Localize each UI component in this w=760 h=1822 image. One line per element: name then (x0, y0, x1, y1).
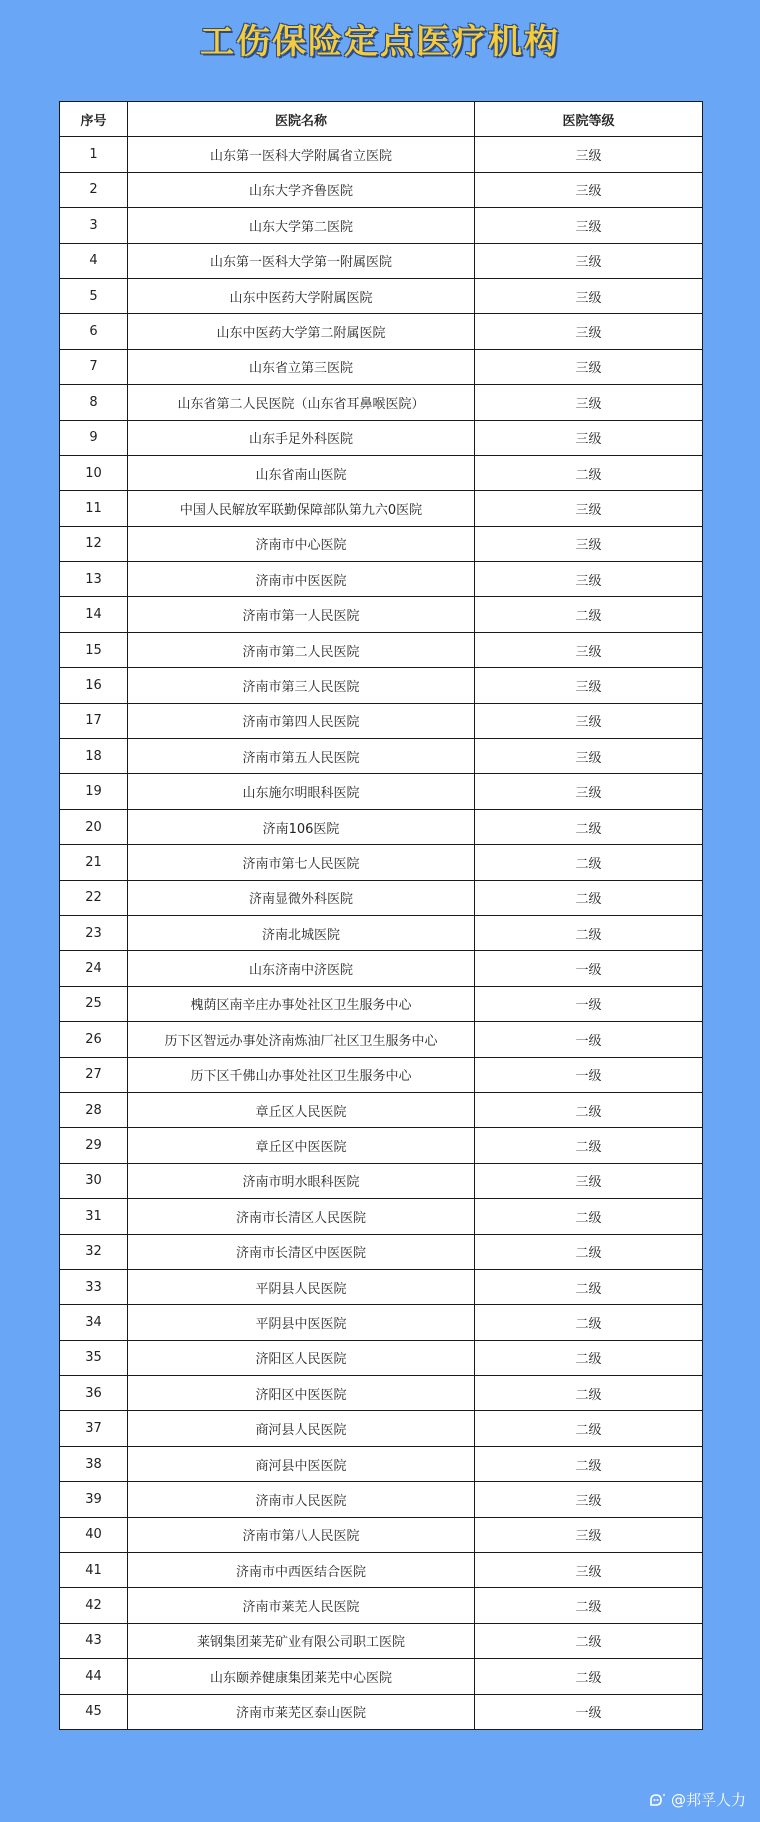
hospital-name: 济南市长清区中医医院 (128, 1234, 475, 1269)
row-index: 4 (60, 243, 128, 278)
row-index: 24 (60, 951, 128, 986)
hospital-name: 中国人民解放军联勤保障部队第九六0医院 (128, 491, 475, 526)
row-index: 9 (60, 420, 128, 455)
hospital-level: 三级 (475, 172, 703, 207)
row-index: 43 (60, 1623, 128, 1658)
hospital-name: 山东中医药大学附属医院 (128, 278, 475, 313)
table-row (60, 1057, 703, 1092)
row-index: 41 (60, 1553, 128, 1588)
hospital-level: 三级 (475, 1553, 703, 1588)
table-row (60, 1517, 703, 1552)
table-row (60, 951, 703, 986)
row-index: 12 (60, 526, 128, 561)
row-index: 30 (60, 1163, 128, 1198)
hospital-level: 三级 (475, 208, 703, 243)
row-index: 42 (60, 1588, 128, 1623)
hospital-level: 一级 (475, 1057, 703, 1092)
hospital-level: 二级 (475, 1092, 703, 1127)
hospital-level: 三级 (475, 1482, 703, 1517)
row-index: 22 (60, 880, 128, 915)
table-row (60, 562, 703, 597)
hospital-level: 二级 (475, 1305, 703, 1340)
hospital-level: 一级 (475, 951, 703, 986)
hospital-level: 三级 (475, 420, 703, 455)
hospital-name: 山东第一医科大学附属省立医院 (128, 137, 475, 172)
hospital-name: 山东手足外科医院 (128, 420, 475, 455)
hospital-name: 山东颐养健康集团莱芜中心医院 (128, 1659, 475, 1694)
hospital-level: 二级 (475, 1376, 703, 1411)
header-hospital-level: 医院等级 (475, 102, 703, 137)
hospital-level: 三级 (475, 774, 703, 809)
hospital-name: 济南市莱芜人民医院 (128, 1588, 475, 1623)
hospital-level: 二级 (475, 1588, 703, 1623)
hospital-name: 历下区千佛山办事处社区卫生服务中心 (128, 1057, 475, 1092)
table-row (60, 1128, 703, 1163)
table-row (60, 385, 703, 420)
row-index: 1 (60, 137, 128, 172)
watermark (647, 1789, 746, 1810)
table-row (60, 632, 703, 667)
table-row (60, 1376, 703, 1411)
row-index: 31 (60, 1199, 128, 1234)
table-row (60, 1269, 703, 1304)
table-row (60, 915, 703, 950)
page-title: 工伤保险定点医疗机构 (200, 22, 560, 62)
table-row (60, 349, 703, 384)
row-index: 26 (60, 1022, 128, 1057)
hospital-name: 济南市第四人民医院 (128, 703, 475, 738)
hospital-level: 二级 (475, 1659, 703, 1694)
table-row (60, 1659, 703, 1694)
row-index: 25 (60, 986, 128, 1021)
hospital-name: 平阴县人民医院 (128, 1269, 475, 1304)
hospital-level: 三级 (475, 632, 703, 667)
hospital-name: 山东施尔明眼科医院 (128, 774, 475, 809)
row-index: 39 (60, 1482, 128, 1517)
hospital-level: 二级 (475, 880, 703, 915)
hospital-name: 济南市第三人民医院 (128, 668, 475, 703)
row-index: 16 (60, 668, 128, 703)
row-index: 45 (60, 1694, 128, 1729)
ai-spark-icon (647, 1792, 667, 1808)
hospital-level: 三级 (475, 703, 703, 738)
row-index: 34 (60, 1305, 128, 1340)
table-row (60, 137, 703, 172)
hospital-level: 三级 (475, 739, 703, 774)
table-row (60, 880, 703, 915)
table-row (60, 1340, 703, 1375)
hospital-name: 槐荫区南辛庄办事处社区卫生服务中心 (128, 986, 475, 1021)
row-index: 21 (60, 845, 128, 880)
hospital-level: 三级 (475, 137, 703, 172)
row-index: 29 (60, 1128, 128, 1163)
table-row (60, 739, 703, 774)
hospital-name: 济南显微外科医院 (128, 880, 475, 915)
table-row (60, 845, 703, 880)
hospital-name: 济南市明水眼科医院 (128, 1163, 475, 1198)
table-body (60, 137, 703, 1730)
hospital-name: 山东中医药大学第二附属医院 (128, 314, 475, 349)
hospital-table (59, 101, 703, 1730)
hospital-level: 一级 (475, 986, 703, 1021)
hospital-name: 济南106医院 (128, 809, 475, 844)
hospital-level: 三级 (475, 349, 703, 384)
hospital-level: 二级 (475, 1199, 703, 1234)
hospital-name: 济南市第八人民医院 (128, 1517, 475, 1552)
row-index: 27 (60, 1057, 128, 1092)
hospital-level: 二级 (475, 809, 703, 844)
hospital-name: 济南北城医院 (128, 915, 475, 950)
table-row (60, 1092, 703, 1127)
row-index: 11 (60, 491, 128, 526)
hospital-name: 山东第一医科大学第一附属医院 (128, 243, 475, 278)
hospital-level: 三级 (475, 526, 703, 561)
row-index: 20 (60, 809, 128, 844)
table-row (60, 1446, 703, 1481)
table-row (60, 420, 703, 455)
hospital-name: 济南市长清区人民医院 (128, 1199, 475, 1234)
hospital-level: 二级 (475, 1623, 703, 1658)
hospital-level: 三级 (475, 278, 703, 313)
hospital-level: 二级 (475, 1446, 703, 1481)
row-index: 5 (60, 278, 128, 313)
table-row (60, 208, 703, 243)
table-row (60, 278, 703, 313)
row-index: 10 (60, 455, 128, 490)
hospital-name: 商河县人民医院 (128, 1411, 475, 1446)
row-index: 19 (60, 774, 128, 809)
hospital-name: 济南市人民医院 (128, 1482, 475, 1517)
hospital-name: 济南市中医医院 (128, 562, 475, 597)
table-row (60, 1234, 703, 1269)
table-row (60, 703, 703, 738)
table-row (60, 986, 703, 1021)
hospital-name: 历下区智远办事处济南炼油厂社区卫生服务中心 (128, 1022, 475, 1057)
row-index: 32 (60, 1234, 128, 1269)
hospital-level: 二级 (475, 1269, 703, 1304)
hospital-name: 济南市第二人民医院 (128, 632, 475, 667)
hospital-name: 山东济南中济医院 (128, 951, 475, 986)
table-row (60, 1411, 703, 1446)
hospital-name: 济南市莱芜区泰山医院 (128, 1694, 475, 1729)
watermark-text: @邦孚人力 (670, 1791, 746, 1809)
hospital-table-container (59, 101, 702, 1730)
row-index: 2 (60, 172, 128, 207)
hospital-name: 章丘区中医医院 (128, 1128, 475, 1163)
hospital-level: 三级 (475, 562, 703, 597)
row-index: 28 (60, 1092, 128, 1127)
row-index: 36 (60, 1376, 128, 1411)
row-index: 38 (60, 1446, 128, 1481)
hospital-level: 三级 (475, 491, 703, 526)
table-row (60, 172, 703, 207)
table-row (60, 491, 703, 526)
row-index: 13 (60, 562, 128, 597)
table-row (60, 668, 703, 703)
row-index: 23 (60, 915, 128, 950)
table-row (60, 1482, 703, 1517)
table-row (60, 1588, 703, 1623)
hospital-level: 一级 (475, 1694, 703, 1729)
hospital-name: 济阳区人民医院 (128, 1340, 475, 1375)
table-row (60, 1163, 703, 1198)
table-row (60, 1623, 703, 1658)
row-index: 8 (60, 385, 128, 420)
hospital-name: 济南市第一人民医院 (128, 597, 475, 632)
hospital-name: 济南市中心医院 (128, 526, 475, 561)
hospital-name: 章丘区人民医院 (128, 1092, 475, 1127)
table-row (60, 1199, 703, 1234)
row-index: 18 (60, 739, 128, 774)
table-row (60, 1022, 703, 1057)
row-index: 6 (60, 314, 128, 349)
header-hospital-name: 医院名称 (128, 102, 475, 137)
hospital-level: 一级 (475, 1022, 703, 1057)
hospital-level: 二级 (475, 1340, 703, 1375)
table-row (60, 1694, 703, 1729)
row-index: 37 (60, 1411, 128, 1446)
table-row (60, 809, 703, 844)
hospital-name: 济南市第七人民医院 (128, 845, 475, 880)
table-row (60, 1553, 703, 1588)
hospital-level: 二级 (475, 1128, 703, 1163)
row-index: 44 (60, 1659, 128, 1694)
hospital-level: 二级 (475, 915, 703, 950)
hospital-level: 二级 (475, 845, 703, 880)
hospital-level: 二级 (475, 597, 703, 632)
row-index: 15 (60, 632, 128, 667)
table-row (60, 243, 703, 278)
hospital-name: 山东大学齐鲁医院 (128, 172, 475, 207)
hospital-name: 山东大学第二医院 (128, 208, 475, 243)
row-index: 40 (60, 1517, 128, 1552)
hospital-level: 三级 (475, 1163, 703, 1198)
table-row (60, 455, 703, 490)
hospital-level: 三级 (475, 668, 703, 703)
hospital-level: 三级 (475, 243, 703, 278)
row-index: 14 (60, 597, 128, 632)
row-index: 3 (60, 208, 128, 243)
hospital-name: 济阳区中医医院 (128, 1376, 475, 1411)
table-row (60, 1305, 703, 1340)
hospital-level: 二级 (475, 1411, 703, 1446)
hospital-name: 山东省立第三医院 (128, 349, 475, 384)
table-row (60, 597, 703, 632)
hospital-name: 山东省南山医院 (128, 455, 475, 490)
table-row (60, 526, 703, 561)
hospital-level: 三级 (475, 314, 703, 349)
table-row (60, 314, 703, 349)
table-row (60, 774, 703, 809)
row-index: 7 (60, 349, 128, 384)
hospital-level: 二级 (475, 1234, 703, 1269)
hospital-name: 济南市第五人民医院 (128, 739, 475, 774)
row-index: 35 (60, 1340, 128, 1375)
hospital-level: 三级 (475, 1517, 703, 1552)
hospital-name: 莱钢集团莱芜矿业有限公司职工医院 (128, 1623, 475, 1658)
hospital-name: 山东省第二人民医院（山东省耳鼻喉医院） (128, 385, 475, 420)
hospital-name: 济南市中西医结合医院 (128, 1553, 475, 1588)
row-index: 33 (60, 1269, 128, 1304)
header-index: 序号 (60, 102, 128, 137)
hospital-level: 二级 (475, 455, 703, 490)
hospital-name: 平阴县中医医院 (128, 1305, 475, 1340)
table-header-row (60, 102, 703, 137)
hospital-name: 商河县中医医院 (128, 1446, 475, 1481)
hospital-level: 三级 (475, 385, 703, 420)
row-index: 17 (60, 703, 128, 738)
